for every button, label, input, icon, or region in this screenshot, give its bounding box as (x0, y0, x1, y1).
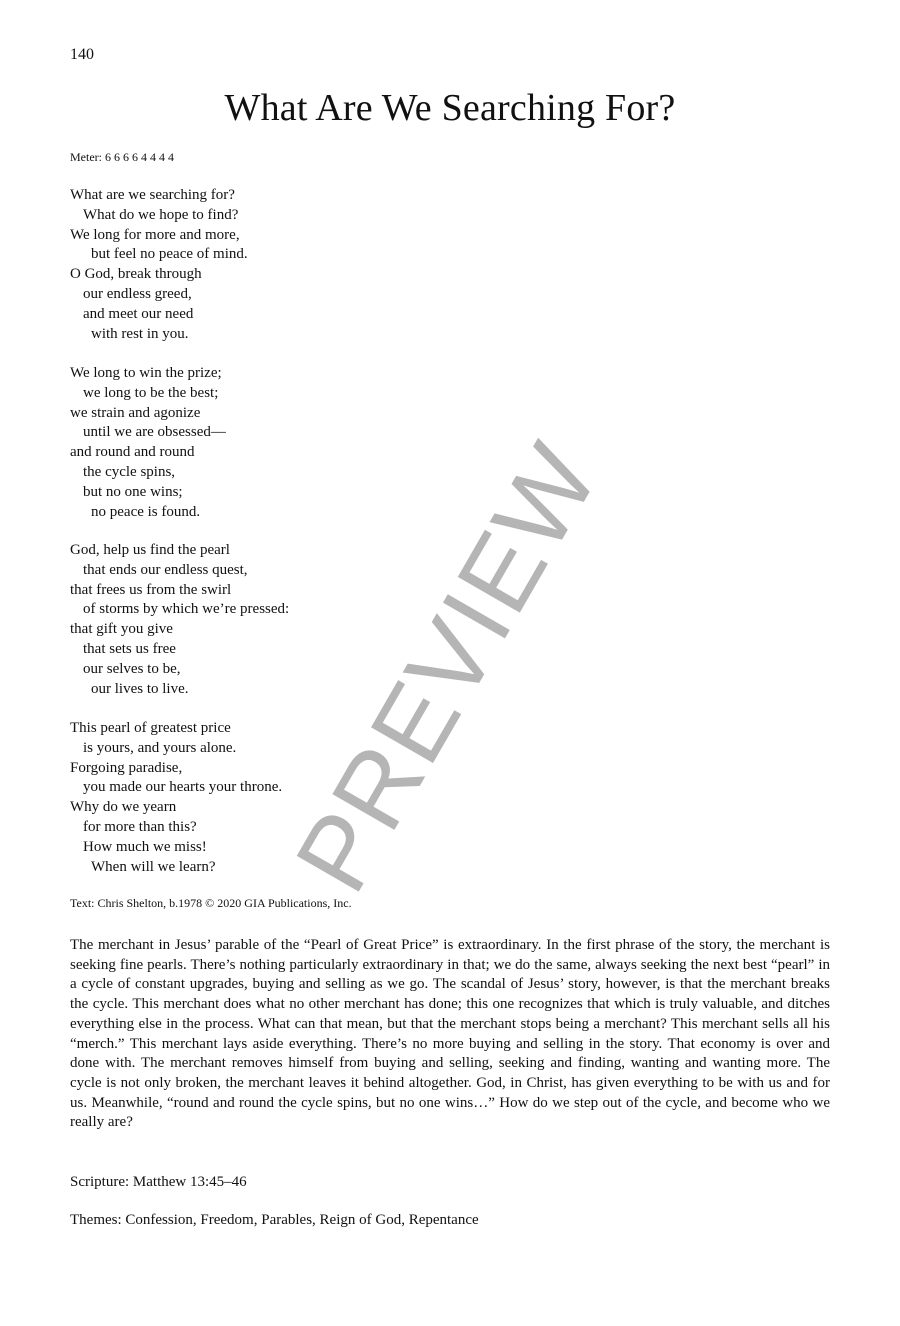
verse-line: Forgoing paradise, (70, 759, 183, 776)
verse-line: with rest in you. (91, 325, 189, 342)
themes-line: Themes: Confession, Freedom, Parables, Reign of God, Repentance (70, 1212, 479, 1228)
verse-line: until we are obsessed— (83, 424, 226, 441)
verse-line: We long to win the prize; (70, 365, 222, 381)
verse-line: we long to be the best; (83, 384, 219, 401)
verse-line: we strain and agonize (70, 404, 201, 421)
verse-line: O God, break through (70, 266, 202, 283)
verse-line: that sets us free (83, 640, 176, 657)
meter-line: Meter: 6 6 6 6 4 4 4 4 (70, 150, 174, 164)
verse-line: What are we searching for? (70, 187, 235, 203)
verse-line: that frees us from the swirl (70, 581, 232, 598)
verse-line: We long for more and more, (70, 226, 240, 243)
verse-line: our endless greed, (83, 285, 192, 302)
verse-line: is yours, and yours alone. (83, 739, 237, 756)
preview-watermark: PREVIEW (273, 424, 622, 911)
verse-2 (70, 364, 226, 522)
verse-line: the cycle spins, (83, 463, 176, 480)
page-number: 140 (70, 46, 94, 63)
verse-line: When will we learn? (91, 858, 216, 875)
verse-line: and round and round (70, 444, 195, 461)
verse-3 (70, 541, 289, 699)
verse-line: you made our hearts your throne. (83, 779, 283, 796)
scripture-reference: Scripture: Matthew 13:45–46 (70, 1174, 247, 1190)
verse-line: of storms by which we’re pressed: (83, 601, 290, 618)
verse-line: but feel no peace of mind. (91, 246, 248, 263)
commentary-paragraph: The merchant in Jesus’ parable of the “Pearl of Great Price” is extraordinary. In the first phrase of the story, the merchant is seeking fine pearls. There’s nothing particularly extraordinary in that; we do the same, always seeking the next best “pearl” in a cycle of constant upgrades, buying and selling as we go. The scandal of Jesus’ story, however, is that the merchant breaks the cycle. This merchant does what no other merchant has done; this one recognizes that which is truly valuable, and ditches everything else in the process. What can that mean, but that the merchant stops being a merchant? This merchant sells all his “merch.” This merchant lays aside everything. There’s no more buying and selling in the story. That economy is over and done with. The merchant removes himself from buying and selling, seeking and finding, wanting and wanting more. The cycle is not only broken, the merchant leaves it behind altogether. God, in Christ, has given everything to be with us and for us. Meanwhile, “round and round the cycle spins, but no one wins…” How do we step out of the cycle, and become who we really are? (70, 937, 830, 1131)
verse-line: our selves to be, (83, 660, 181, 677)
verse-line: but no one wins; (83, 483, 183, 500)
verse-line: for more than this? (83, 818, 197, 835)
verse-line: our lives to live. (91, 680, 189, 697)
verse-line: This pearl of greatest price (70, 720, 231, 736)
text-credit: Text: Chris Shelton, b.1978 © 2020 GIA Publications, Inc. (70, 896, 352, 910)
verse-line: God, help us find the pearl (70, 542, 230, 558)
verse-line: Why do we yearn (70, 799, 177, 816)
page-title: What Are We Searching For? (224, 87, 676, 129)
verse-1 (70, 186, 248, 344)
verse-line: no peace is found. (91, 503, 201, 520)
verse-line: What do we hope to find? (83, 206, 239, 223)
verse-line: that gift you give (70, 621, 173, 638)
verse-line: that ends our endless quest, (83, 561, 248, 578)
verse-line: How much we miss! (83, 838, 207, 855)
verse-line: and meet our need (83, 305, 194, 322)
verse-4 (70, 719, 282, 877)
